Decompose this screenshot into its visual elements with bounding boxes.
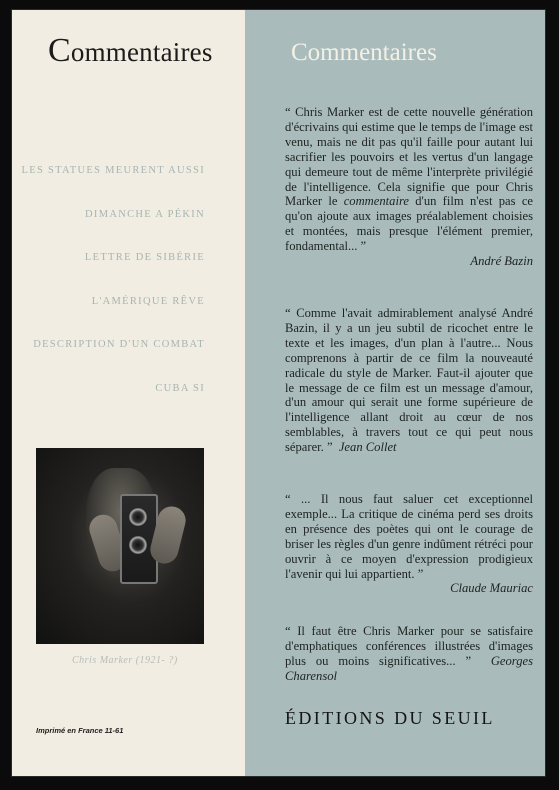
quote-emphasis: commentaire [343,194,409,209]
quote-text-part: “ Chris Marker est de cette nouvelle génération d'écrivains qui estime que le temps de l'image est venu, mais ne dit pas qu'il faille pour autant lui sacrifier les pouvoirs et les vertus d'un langage qui demeure tout de même l'interprète privilégié de l'intelligence. Cela signifie que pour Chris Marker le [285,105,533,209]
quote-text [285,624,533,684]
quote-text [285,306,533,455]
author-photo [36,448,204,644]
print-note: Imprimé en France 11-61 [36,726,124,735]
quote-author: Claude Mauriac [450,581,533,596]
quote-collet [285,306,533,455]
film-title: LETTRE DE SIBÉRIE [84,252,205,263]
quote-text [285,105,533,254]
right-title: Commentaires [291,39,437,66]
book-back-cover [12,10,545,776]
quote-author: Georges Charensol [285,653,534,683]
camera-taking-lens [129,536,147,554]
quote-text-part: “ Comme l'avait admirablement analysé André Bazin, il y a un jeu subtil de ricochet entre le texte et les images, d'un plan à l'autre... Nous comprenons à partir de ce film la nouveauté radicale du style de Marker. Faut-il ajouter que le message de ce film est un message d'amour, d'un amour qui serait une forme supérieure de l'intelligence allant droit au cœur de nos semblables, à travers tout ce qui peut nous séparer. ” [285,306,533,455]
quote-text-part: d'un film n'est pas ce qu'on ajoute aux images préalablement choisies et montées, mais presque l'élément premier, fondamental... ” [285,194,533,254]
quote-bazin [285,105,533,269]
quote-text-part: “ Il faut être Chris Marker pour se satisfaire d'emphatiques conférences illustrées d'images plus ou moins significatives... ” [285,624,533,668]
right-panel [245,10,545,776]
film-title: L'AMÉRIQUE RÊVE [91,295,205,307]
film-title: CUBA SI [155,382,205,394]
film-list [5,164,205,425]
quote-charensol [285,624,533,684]
left-panel [12,10,245,776]
photo-caption: Chris Marker (1921- ?) [72,655,178,666]
left-title-rest: ommentaires [70,37,213,67]
camera-viewing-lens [129,508,147,526]
quote-author: Jean Collet [338,440,397,455]
quote-author: André Bazin [470,254,533,269]
quote-text: “ ... Il nous faut saluer cet exceptionnel exemple... La critique de cinéma perd ses droits en présence des poètes qui ont le courage de briser les règles d'un genre indûment rétréci pour ouvrir à ce moyen d'expression prodigieux l'avenir qui lui appartient. ” [285,492,533,581]
film-title: DIMANCHE A PÉKIN [85,208,205,220]
publisher-name: ÉDITIONS DU SEUIL [285,708,495,728]
left-title-initial: C [48,32,71,69]
quote-mauriac [285,492,533,596]
film-title: DESCRIPTION D'UN COMBAT [33,339,205,350]
left-title [48,32,213,70]
film-title: LES STATUES MEURENT AUSSI [21,165,205,176]
